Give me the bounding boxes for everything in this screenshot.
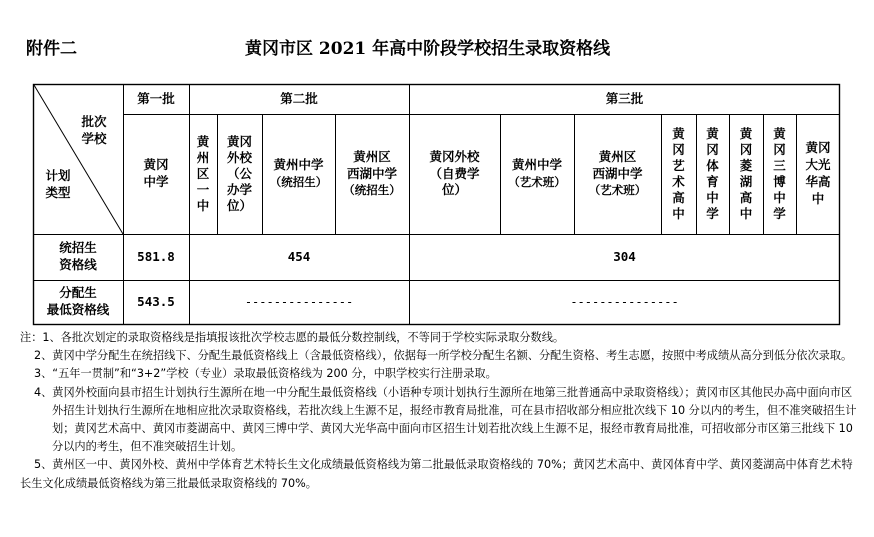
row-label-allocation: 分配生 最低资格线 (46, 285, 110, 317)
row-label-unified: 统招生 资格线 (59, 240, 97, 272)
corner-batch-school-label: 批次 学校 (81, 114, 107, 146)
allocation-first-batch-value: 543.5 (137, 293, 175, 309)
note-5: 5、黄州区一中、黄冈外校、黄州中学体育艺术特长生文化成绩最低资格线为第二批最低录取资格线的 70%；黄冈艺术高中、黄冈体育中学、黄冈菱湖高中体育艺术特长生文化成绩最低资格线为第三批最低录取资格线的 70%。 (20, 458, 853, 490)
document-title: 黄冈市区 2021 年高中阶段学校招生录取资格线 (245, 39, 611, 59)
school-huanggang-linghu-high: 黄 冈 菱 湖 高 中 (739, 126, 753, 221)
batch-first-header: 第一批 (137, 90, 175, 106)
school-huangzhou-district-no1: 黄 州 区 一 中 (196, 134, 210, 213)
school-huanggang-sanbo-middle: 黄 冈 三 博 中 学 (773, 126, 786, 221)
batch-third-header: 第三批 (605, 90, 644, 106)
school-huanggang-sports-middle: 黄 冈 体 育 中 学 (706, 126, 719, 221)
school-huangzhou-middle-art: 黄州中学 （艺术班） (508, 157, 566, 189)
school-huanggang-high: 黄冈 中学 (143, 157, 169, 189)
school-huanggang-art-high: 黄 冈 艺 术 高 中 (672, 126, 685, 221)
attachment-label: 附件二 (26, 39, 77, 59)
unified-second-batch-value: 454 (287, 248, 311, 264)
unified-first-batch-value: 581.8 (137, 248, 175, 264)
school-huanggang-foreign-public: 黄冈 外校 （公 办学 位） (226, 134, 252, 213)
batch-second-header: 第二批 (280, 90, 318, 106)
school-huanggang-daguanghua-high: 黄冈 大光 华高 中 (805, 140, 831, 206)
school-xihu-middle-art: 黄州区 西湖中学 （艺术班） (588, 148, 647, 198)
school-huangzhou-middle-unified: 黄州中学 （统招生） (269, 157, 328, 189)
corner-plan-type-label: 计划 类型 (45, 168, 71, 200)
note-2: 2、黄冈中学分配生在统招线下、分配生最低资格线上（含最低资格线），依据每一所学校分配生名额、分配生资格、考生志愿，按照中考成绩从高分到低分依次录取。 (34, 349, 853, 363)
allocation-third-batch-value: --------------- (570, 294, 679, 309)
school-xihu-middle-unified: 黄州区 西湖中学 （统招生） (343, 148, 401, 198)
note-4: 4、黄冈外校面向县市招生计划执行生源所在地一中分配生最低资格线（小语种专项计划执行生源所在地第三批普通高中录取资格线）；黄冈市区其他民办高中面向市区外招生计划执行生源所在地相应批次录取资格线，若批次线上生源不足，报经市教育局批准，可在县市招收部分相应批次线下 10 分以内的考生，但不准突破招生计划；黄冈艺术高中、黄冈市菱湖高中、黄冈三博中学、黄冈大光华高中面向市区招生计划若批次线上生源不足，报经市教育局批准，可招收部分市区第三批线下 10 分以内的考生，但不准突破招生计划。 (34, 385, 857, 454)
note-1: 注：1、各批次划定的录取资格线是指填报该批次学校志愿的最低分数控制线，不等同于学校实际录取分数线。 (20, 331, 565, 344)
school-huanggang-foreign-selfpay: 黄冈外校 （自费学 位） (429, 148, 480, 198)
unified-third-batch-value: 304 (613, 248, 636, 264)
notes-section (20, 329, 860, 493)
note-3: 3、“五年一贯制”和“3+2”学校（专业）录取最低资格线为 200 分，中职学校实行注册录取。 (34, 367, 497, 381)
allocation-second-batch-value: --------------- (244, 294, 354, 309)
